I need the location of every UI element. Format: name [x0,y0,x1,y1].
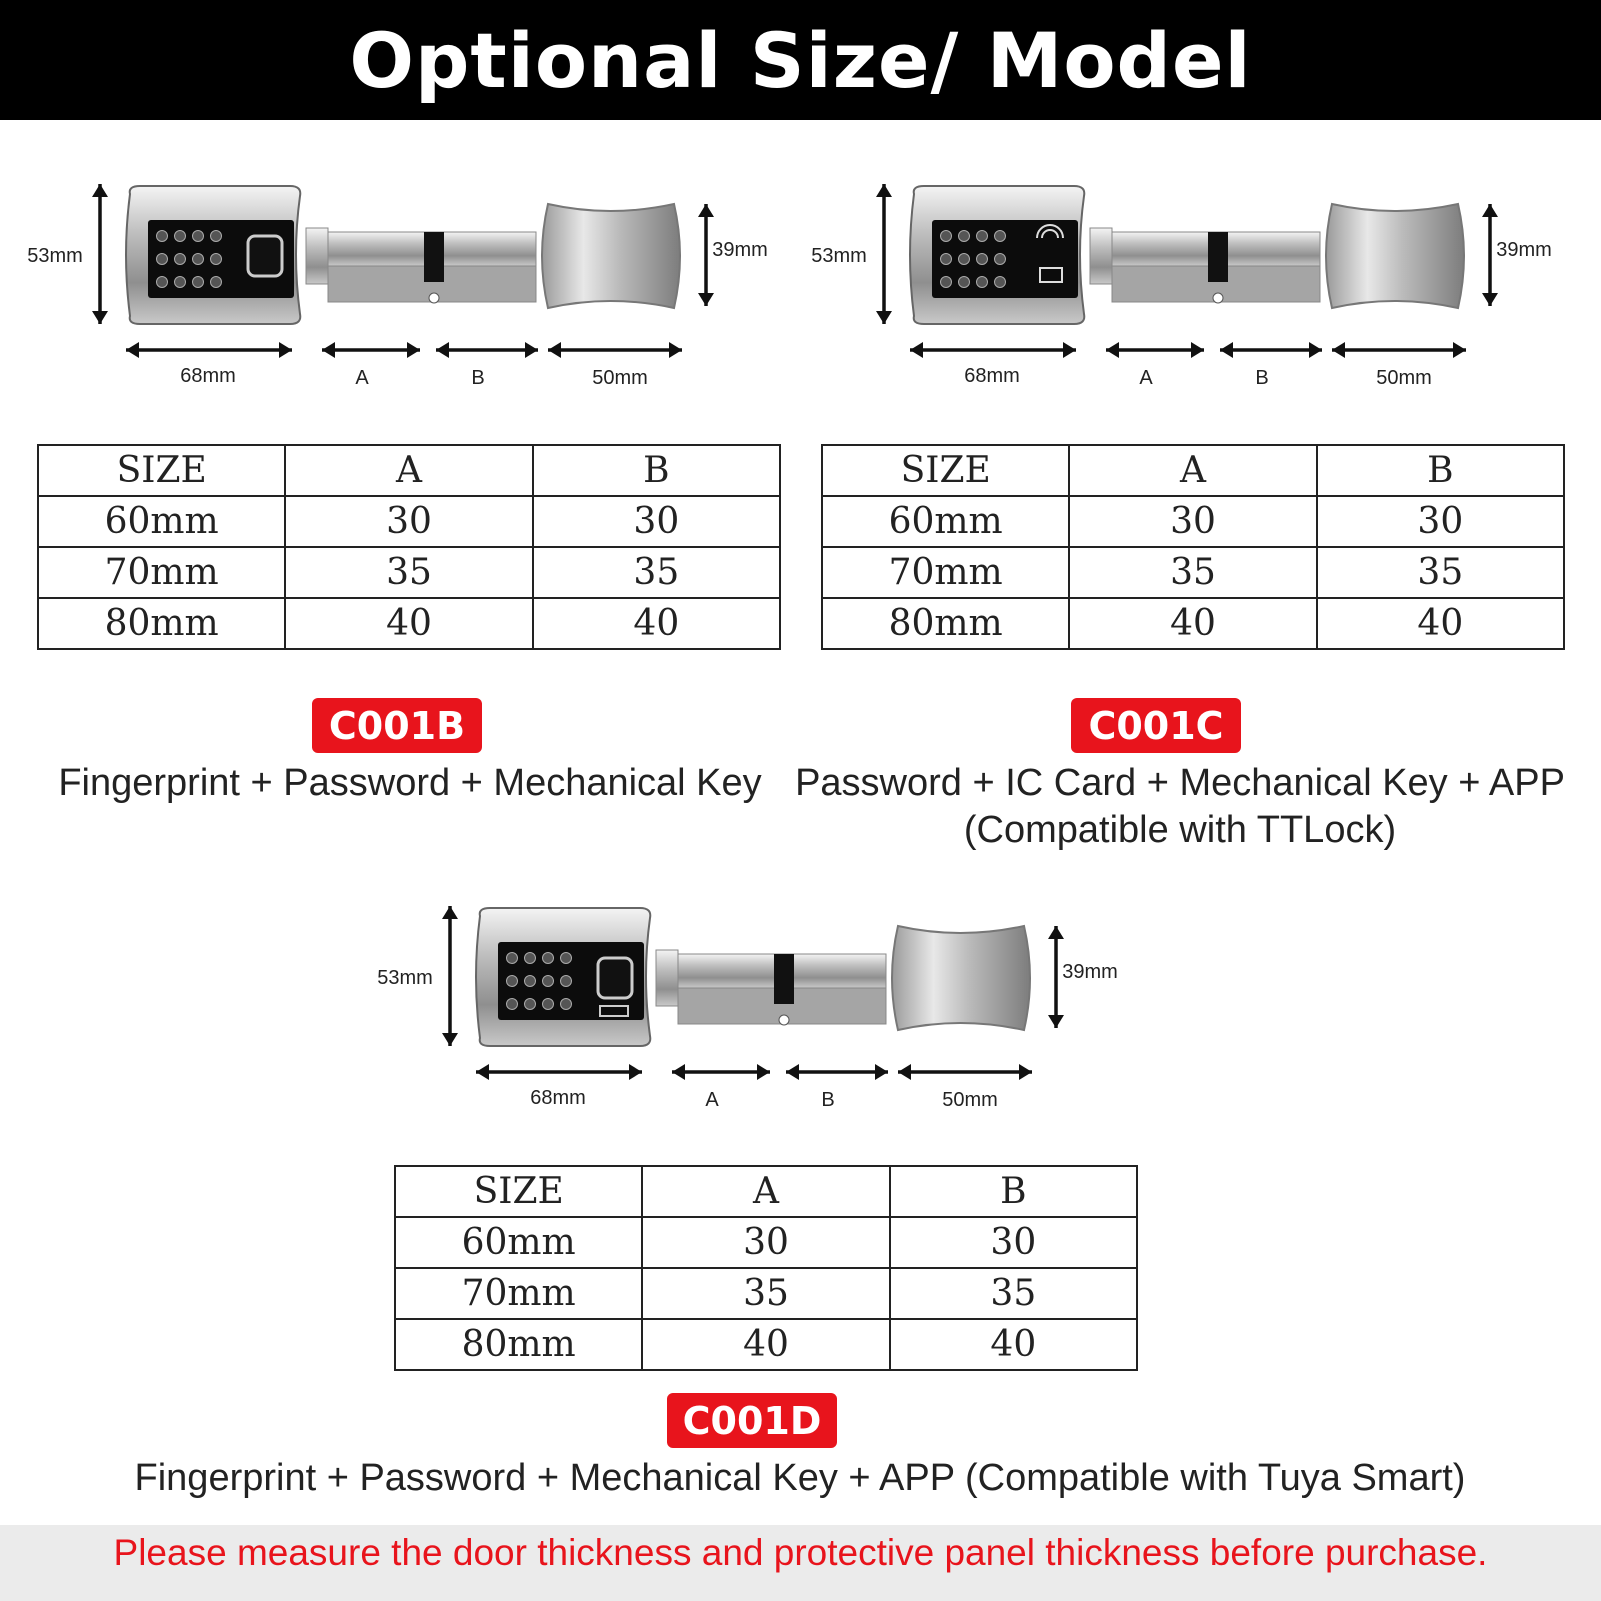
model-description-c001b [20,760,800,807]
description-line: Fingerprint + Password + Mechanical Key + APP (Compatible with Tuya Smart) [134,1457,1466,1499]
table-cell: 30 [890,1217,1137,1268]
table-header-row [822,445,1564,496]
knob-width-label: 50mm [592,367,648,389]
keypad-button [543,976,554,987]
height-arrow [92,184,108,324]
table-row [822,547,1564,598]
table-header-cell: A [642,1166,889,1217]
table-cell: 40 [1069,598,1316,649]
knob-width-arrow [898,1064,1032,1080]
collar [656,950,678,1006]
table-row [822,496,1564,547]
screw-hole [429,293,439,303]
table-cell: 80mm [38,598,285,649]
table-cell: 30 [285,496,532,547]
handle-width-arrow [126,342,292,358]
handle-width-label: 68mm [964,365,1020,387]
keypad-button [561,976,572,987]
table-cell: 80mm [395,1319,642,1370]
table-header-row [38,445,780,496]
keypad-button [525,953,536,964]
table-cell: 60mm [822,496,1069,547]
keypad-button [977,254,988,265]
knob-width-arrow [1332,342,1466,358]
b-arrow [436,342,538,358]
a-label: A [355,367,369,389]
table-cell: 35 [1317,547,1564,598]
table-cell: 35 [533,547,780,598]
table-row [38,547,780,598]
keypad-button [157,231,168,242]
collar [1090,228,1112,284]
lock-diagram-c001c [794,170,1584,410]
keypad-button [959,277,970,288]
model-description-c001d [50,1455,1550,1502]
table-header-cell: SIZE [822,445,1069,496]
keypad-button [157,254,168,265]
handle-width-arrow [910,342,1076,358]
a-arrow [672,1064,770,1080]
table-row [38,598,780,649]
table-cell: 60mm [395,1217,642,1268]
cam [774,954,794,1004]
cam [424,232,444,282]
table-header-cell: B [1317,445,1564,496]
height-label: 53mm [811,245,867,267]
table-cell: 40 [1317,598,1564,649]
keypad-button [977,231,988,242]
model-badge-c001c: C001C [1071,698,1241,753]
keypad-button [211,231,222,242]
table-header-cell: A [1069,445,1316,496]
table-cell: 30 [1317,496,1564,547]
table-cell: 70mm [38,547,285,598]
table-cell: 70mm [822,547,1069,598]
table-header-cell: SIZE [38,445,285,496]
keypad-button [211,254,222,265]
table-header-cell: B [533,445,780,496]
table-cell: 40 [285,598,532,649]
collar [306,228,328,284]
fingerprint-sensor-icon [248,236,282,276]
height-label: 53mm [377,967,433,989]
knob-width-label: 50mm [1376,367,1432,389]
keypad-button [175,254,186,265]
b-arrow [1220,342,1322,358]
handle-width-arrow [476,1064,642,1080]
size-table-c001d [394,1165,1138,1371]
table-cell: 60mm [38,496,285,547]
thumb-knob [892,926,1030,1030]
keypad-button [175,231,186,242]
keypad-button [525,976,536,987]
handle-width-label: 68mm [530,1087,586,1109]
keypad-button [157,277,168,288]
keypad-button [525,999,536,1010]
keypad-button [977,277,988,288]
b-label: B [821,1089,835,1111]
keypad-button [507,999,518,1010]
keypad-button [941,277,952,288]
lock-diagram-c001b [10,170,800,410]
keypad-button [193,277,204,288]
table-row [38,496,780,547]
a-arrow [322,342,420,358]
table-cell: 30 [533,496,780,547]
keypad-button [507,976,518,987]
knob-width-arrow [548,342,682,358]
description-line: Fingerprint + Password + Mechanical Key [58,762,762,804]
lock-diagram-c001d [360,892,1150,1132]
keypad-button [175,277,186,288]
keypad-button [561,953,572,964]
keypad-button [543,999,554,1010]
table-row [395,1268,1137,1319]
keypad-button [193,254,204,265]
b-label: B [471,367,485,389]
thumb-knob [542,204,680,308]
model-badge-c001b: C001B [312,698,482,753]
size-table-c001b [37,444,781,650]
table-cell: 35 [642,1268,889,1319]
handle-width-label: 68mm [180,365,236,387]
table-row [395,1319,1137,1370]
keypad-button [995,254,1006,265]
height-label: 53mm [27,245,83,267]
keypad-button [941,231,952,242]
keypad-button [941,254,952,265]
table-row [395,1217,1137,1268]
knob-width-label: 50mm [942,1089,998,1111]
table-header-row [395,1166,1137,1217]
purchase-notice: Please measure the door thickness and protective panel thickness before purchase. [113,1532,1488,1573]
table-cell: 80mm [822,598,1069,649]
height-arrow [876,184,892,324]
model-description-c001c [790,760,1570,854]
table-header-cell: B [890,1166,1137,1217]
b-label: B [1255,367,1269,389]
table-header-cell: A [285,445,532,496]
page-title: Optional Size/ Model [0,0,1601,120]
knob-height-label: 39mm [712,239,768,261]
keypad-button [193,231,204,242]
fingerprint-sensor-icon [598,958,632,998]
height-arrow [442,906,458,1046]
knob-height-label: 39mm [1496,239,1552,261]
cam [1208,232,1228,282]
table-row [822,598,1564,649]
screw-hole [779,1015,789,1025]
a-label: A [1139,367,1153,389]
description-line: Password + IC Card + Mechanical Key + APP [795,762,1565,804]
keypad-button [995,231,1006,242]
keypad-button [561,999,572,1010]
table-header-cell: SIZE [395,1166,642,1217]
keypad-button [959,254,970,265]
screw-hole [1213,293,1223,303]
table-cell: 40 [533,598,780,649]
table-cell: 40 [890,1319,1137,1370]
table-cell: 30 [642,1217,889,1268]
table-cell: 30 [1069,496,1316,547]
description-line: (Compatible with TTLock) [963,809,1397,851]
table-cell: 70mm [395,1268,642,1319]
table-cell: 35 [285,547,532,598]
keypad-button [995,277,1006,288]
keypad-button [507,953,518,964]
a-label: A [705,1089,719,1111]
a-arrow [1106,342,1204,358]
b-arrow [786,1064,888,1080]
keypad-button [959,231,970,242]
table-cell: 35 [1069,547,1316,598]
keypad-button [543,953,554,964]
keypad-button [211,277,222,288]
model-badge-c001d: C001D [667,1393,837,1448]
size-table-c001c [821,444,1565,650]
knob-height-label: 39mm [1062,961,1118,983]
table-cell: 35 [890,1268,1137,1319]
table-cell: 40 [642,1319,889,1370]
thumb-knob [1326,204,1464,308]
